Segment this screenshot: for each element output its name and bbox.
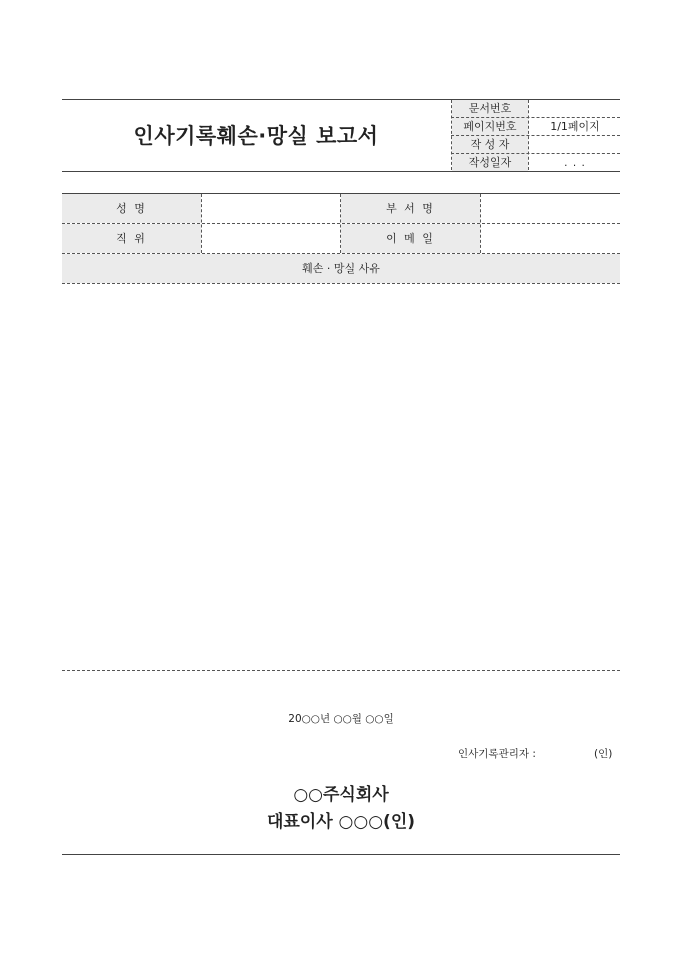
document-title: 인사기록훼손·망실 보고서	[133, 124, 379, 148]
email-field[interactable]	[482, 224, 620, 253]
doc-number-value[interactable]	[530, 100, 620, 118]
reason-text-area[interactable]	[62, 285, 620, 669]
department-field[interactable]	[482, 194, 620, 223]
page-number-value: 1/1페이지	[550, 120, 600, 133]
manager-label: 인사기록관리자 :	[458, 748, 536, 760]
name-label: 성 명	[62, 194, 201, 223]
author-label: 작 성 자	[452, 136, 528, 154]
company-name: ○○주식회사	[293, 785, 389, 805]
doc-number-label: 문서번호	[452, 100, 528, 118]
report-date: 20○○년 ○○월 ○○일	[288, 713, 394, 725]
author-value[interactable]	[530, 136, 620, 154]
date-written-value[interactable]: . . .	[564, 157, 586, 169]
reason-header-divider	[62, 283, 620, 284]
ceo-signature: 대표이사 ○○○(인)	[266, 812, 416, 832]
date-written-label: 작성일자	[452, 154, 528, 172]
department-label: 부 서 명	[341, 194, 480, 223]
position-field[interactable]	[203, 224, 340, 253]
header-bottom-rule	[62, 171, 620, 172]
reason-bottom-divider	[62, 670, 620, 671]
email-label: 이 메 일	[341, 224, 480, 253]
name-field[interactable]	[203, 194, 340, 223]
bottom-rule	[62, 854, 620, 855]
manager-seal: (인)	[594, 748, 613, 760]
position-label: 직 위	[62, 224, 201, 253]
reason-header: 훼손 · 망실 사유	[62, 254, 620, 283]
page-number-label: 페이지번호	[452, 118, 528, 136]
